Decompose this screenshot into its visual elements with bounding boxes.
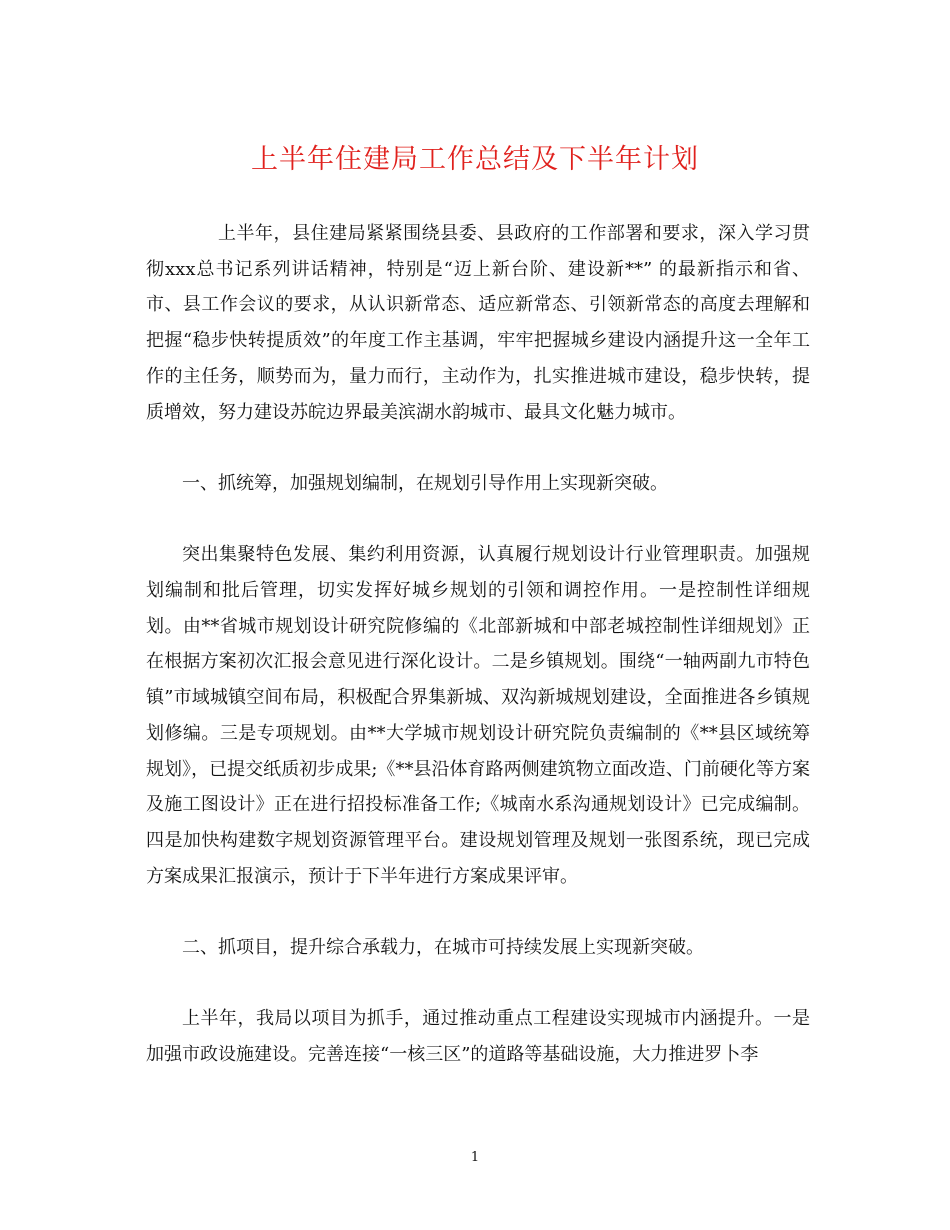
paragraph-gap — [146, 502, 810, 538]
paragraph-gap — [146, 966, 810, 1002]
page-number: 1 — [470, 1150, 480, 1165]
intro-paragraph: 上半年，县住建局紧紧围绕县委、县政府的工作部署和要求，深入学习贯彻xxx总书记系列讲话精神，特别是“迈上新台阶、建设新**” 的最新指示和省、市、县工作会议的要求，从认识新常态、适应新常态、引领新常态的高度去理解和把握“稳步快转提质效”的年度工作主基调，牢牢把握城乡建设内涵提升这一全年工作的主任务，顺势而为，量力而行，主动作为，扎实推进城市建设，稳步快转，提质增效，努力建设苏皖边界最美滨湖水韵城市、最具文化魅力城市。 — [146, 223, 810, 423]
section-1-paragraph: 突出集聚特色发展、集约利用资源，认真履行规划设计行业管理职责。加强规划编制和批后管理，切实发挥好城乡规划的引领和调控作用。一是控制性详细规划。由**省城市规划设计研究院修编的《北部新城和中部老城控制性详细规划》正在根据方案初次汇报会意见进行深化设计。二是乡镇规划。围绕“一轴两副九市特色镇”市域城镇空间布局，积极配合界集新城、双沟新城规划建设，全面推进各乡镇规划修编。三是专项规划。由**大学城市规划设计研究院负责编制的《**县区域统筹规划》，已提交纸质初步成果;《**县沿体育路两侧建筑物立面改造、门前硬化等方案及施工图设计》正在进行招投标准备工作;《城南水系沟通规划设计》已完成编制。四是加快构建数字规划资源管理平台。建设规划管理及规划一张图系统，现已完成方案成果汇报演示，预计于下半年进行方案成果评审。 — [146, 544, 810, 887]
paragraph-gap — [146, 430, 810, 466]
paragraph-gap — [146, 894, 810, 930]
document-body — [146, 216, 810, 1073]
section-heading-1: 一、抓统筹，加强规划编制，在规划引导作用上实现新突破。 — [182, 472, 668, 494]
document-title: 上半年住建局工作总结及下半年计划 — [251, 144, 699, 175]
section-2-paragraph: 上半年，我局以项目为抓手，通过推动重点工程建设实现城市内涵提升。一是加强市政设施建设。完善连接“一核三区”的道路等基础设施，大力推进罗卜李 — [146, 1008, 810, 1066]
section-heading-2: 二、抓项目，提升综合承载力，在城市可持续发展上实现新突破。 — [182, 937, 704, 959]
